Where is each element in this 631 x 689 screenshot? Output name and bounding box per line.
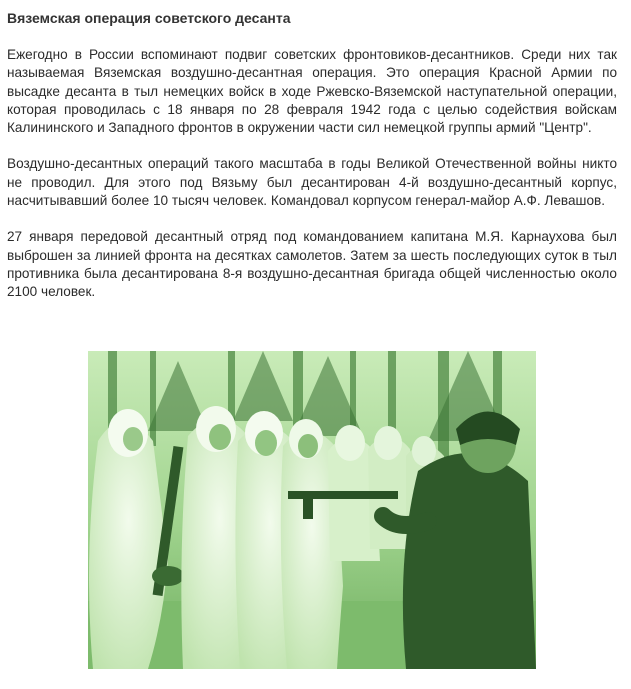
- article-title: Вяземская операция советского десанта: [7, 10, 291, 26]
- photo-illustration: [88, 351, 536, 669]
- article-paragraph-2: Воздушно-десантных операций такого масштаба в годы Великой Отечественной войны никто не проводил. Для этого под Вязьму был десантирован 4-й воздушно-десантный корпус, насчитывавший более 10 тысяч человек. Командовал корпусом генерал-майор А.Ф. Левашов.: [7, 156, 617, 209]
- article-photo: [88, 351, 536, 669]
- article: [7, 0, 617, 302]
- article-paragraph-3: 27 января передовой десантный отряд под командованием капитана М.Я. Карнаухова был выброшен за линией фронта на десятках самолетов. Затем за шесть последующих суток в тыл противника была десантирована 8-я воздушно-десантная бригада общей численностью около 2100 человек.: [7, 229, 617, 300]
- article-paragraph-1: Ежегодно в России вспоминают подвиг советских фронтовиков-десантников. Среди них так называемая Вяземская воздушно-десантная операция. Это операция Красной Армии по высадке десанта в тыл немецких войск в ходе Ржевско-Вяземской наступательной операции, которая проводилась с 18 января по 28 февраля 1942 года с целью содействия войскам Калининского и Западного фронтов в окружении части сил немецкой группы армий "Центр".: [7, 47, 617, 136]
